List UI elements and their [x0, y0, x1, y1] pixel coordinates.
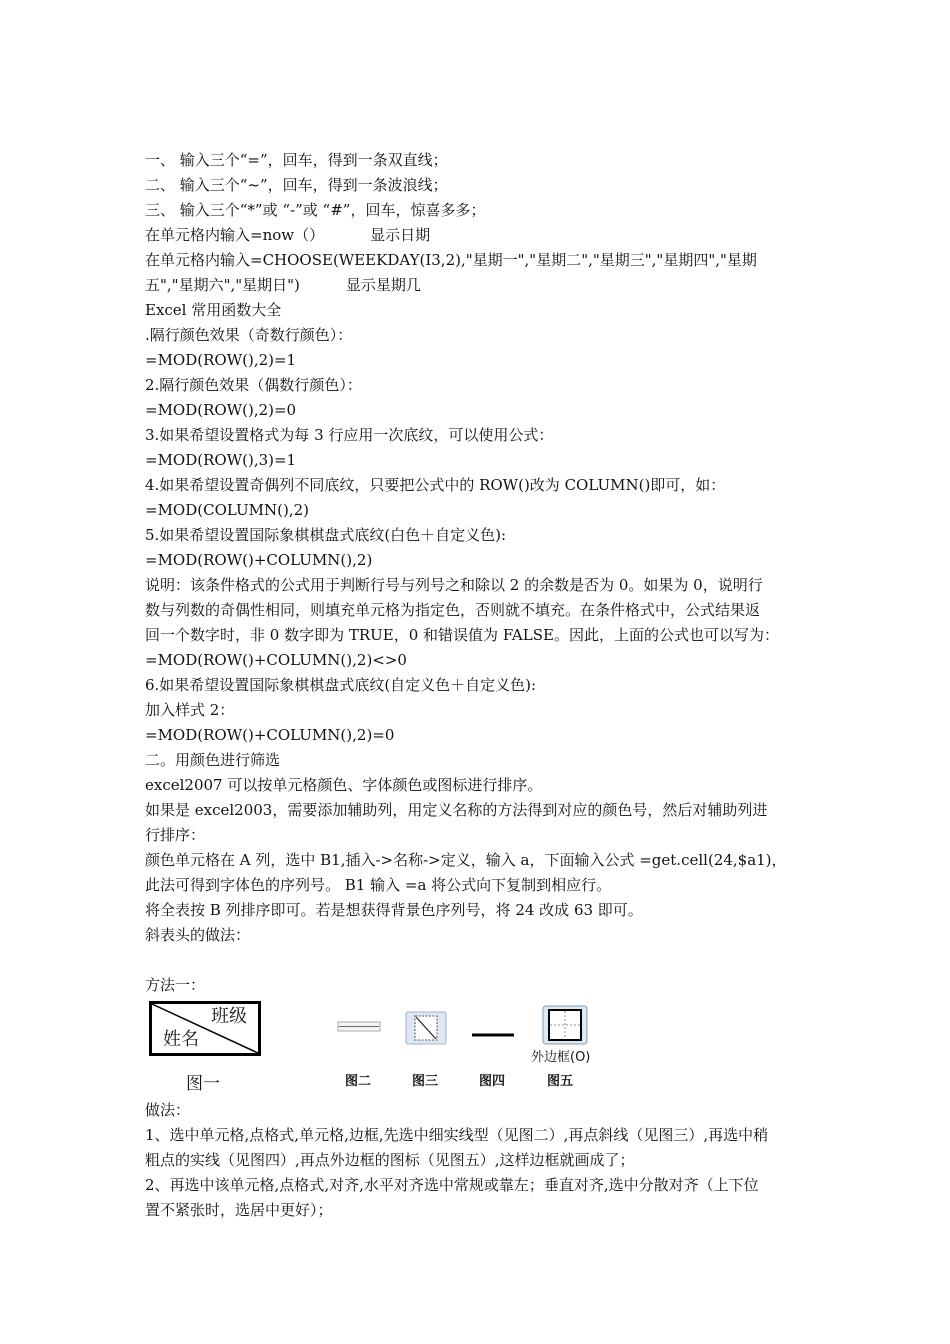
text-line: 1、选中单元格,点格式,单元格,边框,先选中细实线型（见图二）,再点斜线（见图三）,再选中稍 — [145, 1126, 769, 1144]
text-line: excel2007 可以按单元格颜色、字体颜色或图标进行排序。 — [145, 776, 543, 794]
figure-caption: 图三 — [412, 1074, 439, 1089]
text-line: 说明：该条件格式的公式用于判断行号与列号之和除以 2 的余数是否为 0。如果为 0，说明行 — [145, 576, 763, 594]
formula-line: =MOD(ROW()+COLUMN(),2) — [145, 551, 373, 569]
text-line: 三、 输入三个“*”或 “-”或 “#”，回车，惊喜多多； — [145, 201, 486, 219]
text-line — [145, 273, 421, 298]
figure-caption: 图二 — [345, 1074, 372, 1089]
header-top-label: 班级 — [211, 1006, 247, 1027]
outline-border-button — [531, 1005, 601, 1065]
outline-border-icon — [542, 1005, 590, 1047]
text-line: .隔行颜色效果（奇数行颜色）： — [145, 326, 353, 344]
formula-line: =MOD(COLUMN(),2) — [145, 501, 310, 519]
text-line: 回一个数字时，非 0 数字即为 TRUE，0 和错误值为 FALSE。因此，上面的公式也可以写为： — [145, 626, 779, 644]
text-line: 2.隔行颜色效果（偶数行颜色）： — [145, 376, 362, 394]
text-line: 5.如果希望设置国际象棋棋盘式底纹(白色＋自定义色): — [145, 526, 507, 544]
header-bottom-label: 姓名 — [163, 1029, 199, 1050]
choose-result: 显示星期几 — [345, 276, 421, 294]
text-line: 行排序： — [145, 826, 206, 844]
figure-caption: 图一 — [186, 1074, 220, 1094]
text-line: 斜表头的做法： — [145, 926, 251, 944]
section-title: Excel 常用函数大全 — [145, 301, 282, 319]
thick-line-style-icon — [472, 1023, 514, 1042]
now-result: 显示日期 — [370, 226, 431, 244]
diagonal-border-icon — [405, 1011, 447, 1049]
text-line: 6.如果希望设置国际象棋棋盘式底纹(自定义色＋自定义色): — [145, 676, 537, 694]
text-line: 4.如果希望设置奇偶列不同底纹，只要把公式中的 ROW()改为 COLUMN()即可，如： — [145, 476, 726, 494]
text-line: 加入样式 2： — [145, 701, 235, 719]
text-line: 一、 输入三个“=”，回车，得到一条双直线； — [145, 151, 448, 169]
text-line — [145, 223, 430, 248]
text-line: 2、再选中该单元格,点格式,对齐,水平对齐选中常规或靠左；垂直对齐,选中分散对齐（上下位 — [145, 1176, 759, 1194]
thin-line-style-icon — [337, 1019, 381, 1038]
text-line: 方法一： — [145, 976, 206, 994]
text-line: 3.如果希望设置格式为每 3 行应用一次底纹，可以使用公式： — [145, 426, 554, 444]
outline-border-label: 外边框(O) — [531, 1050, 591, 1065]
text-line: 数与列数的奇偶性相同，则填充单元格为指定色，否则就不填充。在条件格式中，公式结果返 — [145, 601, 761, 619]
text-line: 置不紧张时，选居中更好）； — [145, 1201, 333, 1219]
figure-caption: 图四 — [479, 1074, 506, 1089]
text-line: 如果是 excel2003，需要添加辅助列，用定义名称的方法得到对应的颜色号，然后对辅助列进 — [145, 801, 768, 819]
choose-formula-end: 五","星期六","星期日") — [145, 276, 300, 294]
text-line: 此法可得到字体色的序列号。 B1 输入 =a 将公式向下复制到相应行。 — [145, 876, 612, 894]
formula-line: =MOD(ROW(),3)=1 — [145, 451, 297, 469]
text-line: 将全表按 B 列排序即可。若是想获得背景色序列号，将 24 改成 63 即可。 — [145, 901, 643, 919]
diagonal-header-cell — [149, 1001, 261, 1056]
formula-line: =MOD(ROW(),2)=1 — [145, 351, 297, 369]
text-line: 颜色单元格在 A 列，选中 B1,插入->名称->定义，输入 a，下面输入公式 =get.cell(24,$a1)， — [145, 851, 787, 869]
section-title: 二。用颜色进行筛选 — [145, 751, 281, 769]
formula-line: =MOD(ROW()+COLUMN(),2)<>0 — [145, 651, 407, 669]
formula-line: =MOD(ROW()+COLUMN(),2)=0 — [145, 726, 395, 744]
formula-line: =MOD(ROW(),2)=0 — [145, 401, 297, 419]
text-line: 做法： — [145, 1101, 191, 1119]
now-formula: 在单元格内输入=now（） — [145, 226, 325, 244]
text-line: 二、 输入三个“~”，回车，得到一条波浪线； — [145, 176, 448, 194]
text-line: 粗点的实线（见图四）,再点外边框的图标（见图五）,这样边框就画成了； — [145, 1151, 635, 1169]
figure-caption: 图五 — [547, 1074, 574, 1089]
text-line: 在单元格内输入=CHOOSE(WEEKDAY(I3,2),"星期一","星期二","星期三","星期四","星期 — [145, 251, 757, 269]
